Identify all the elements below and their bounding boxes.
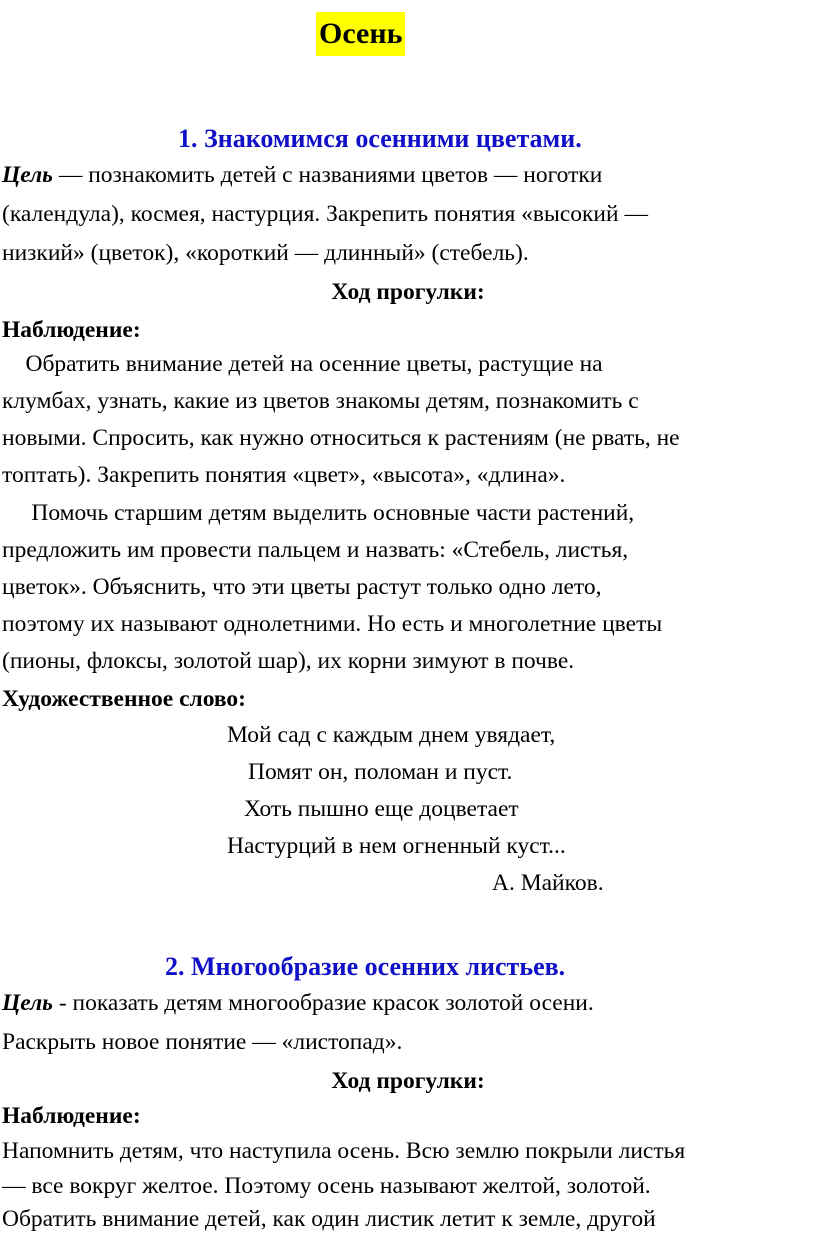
section1-goal-text1: — познакомить детей с названиями цветов — ноготки <box>52 162 603 188</box>
section1-goal-label: Цель <box>2 162 53 188</box>
section2-para1-line1: Напомнить детям, что наступила осень. Всю землю покрыли листья <box>2 1138 686 1164</box>
poem-line4: Настурций в нем огненный куст... <box>227 833 566 859</box>
poem-line3: Хоть пышно еще доцветает <box>244 796 519 822</box>
section2-walk-heading: Ход прогулки: <box>331 1068 485 1094</box>
title-wrap <box>316 12 405 56</box>
poem-author: А. Майков. <box>492 870 604 896</box>
poem-line1: Мой сад с каждым днем увядает, <box>227 722 556 748</box>
section1-art-word-label: Художественное слово: <box>2 686 246 712</box>
section1-goal-line1 <box>2 160 602 190</box>
section1-observation-label: Наблюдение: <box>2 317 141 343</box>
poem-line2: Помят он, поломан и пуст. <box>248 759 513 785</box>
section1-walk-heading: Ход прогулки: <box>331 279 485 305</box>
section2-goal-label: Цель <box>2 990 53 1016</box>
page-title: Осень <box>316 12 405 56</box>
section2-para1-line3: Обратить внимание детей, как один листик летит к земле, другой <box>2 1206 656 1232</box>
section2-goal-line2: Раскрыть новое понятие — «листопад». <box>2 1029 403 1055</box>
section1-goal-line2: (календула), космея, настурция. Закрепить понятия «высокий — <box>2 201 648 227</box>
section1-para1-line2: клумбах, узнать, какие из цветов знакомы детям, познакомить с <box>2 388 639 414</box>
section1-heading: 1. Знакомимся осенними цветами. <box>178 124 582 153</box>
section1-para1-line4: топтать). Закрепить понятия «цвет», «высота», «длина». <box>2 462 566 488</box>
section1-para2-line5: (пионы, флоксы, золотой шар), их корни зимуют в почве. <box>2 648 575 674</box>
section1-para1-line3: новыми. Спросить, как нужно относиться к растениям (не рвать, не <box>2 425 680 451</box>
section2-goal-line1 <box>2 988 594 1018</box>
section1-goal-line3: низкий» (цветок), «короткий — длинный» (стебель). <box>2 240 529 266</box>
section1-para1-line1: Обратить внимание детей на осенние цветы, растущие на <box>2 351 603 377</box>
section1-para2-line2: предложить им провести пальцем и назвать: «Стебель, листья, <box>2 537 629 563</box>
section2-para1-line2: — все вокруг желтое. Поэтому осень называют желтой, золотой. <box>2 1173 651 1199</box>
section2-observation-label: Наблюдение: <box>2 1103 141 1129</box>
section2-goal-text1: - показать детям многообразие красок золотой осени. <box>52 990 594 1016</box>
section1-para2-line3: цветок». Объяснить, что эти цветы растут только одно лето, <box>2 574 602 600</box>
section1-para2-line4: поэтому их называют однолетними. Но есть и многолетние цветы <box>2 611 663 637</box>
section2-heading: 2. Многообразие осенних листьев. <box>165 952 566 981</box>
section1-para2-line1: Помочь старшим детям выделить основные части растений, <box>2 500 635 526</box>
